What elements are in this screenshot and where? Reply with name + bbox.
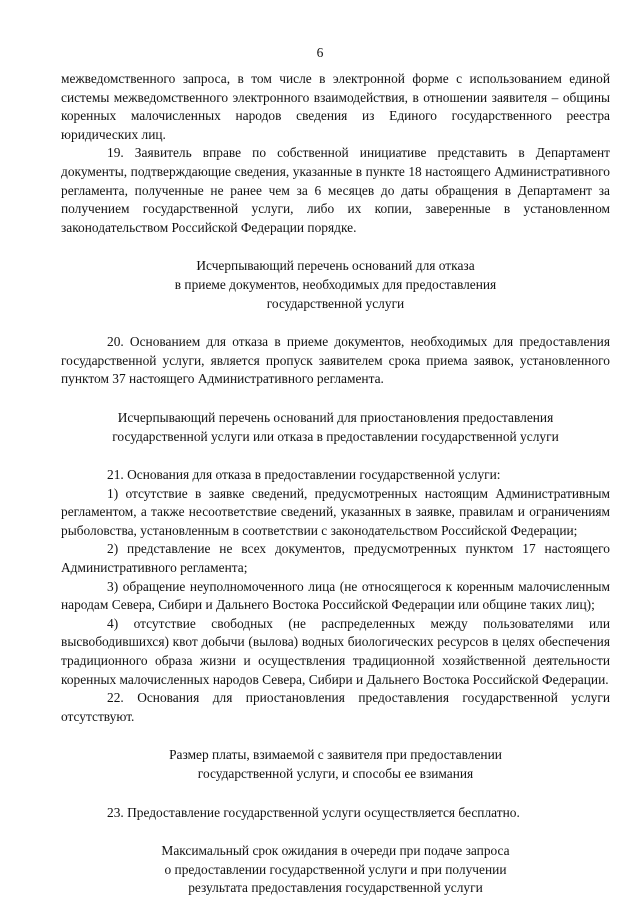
heading-line: Исчерпывающий перечень оснований для приостановления предоставления: [117, 409, 554, 425]
paragraph-22: 22. Основания для приостановления предоставления государственной услуги отсутствуют.: [61, 690, 610, 724]
section-heading-queue-time: [61, 842, 610, 898]
heading-line: Исчерпывающий перечень оснований для отказа: [196, 258, 475, 274]
heading-line: в приеме документов, необходимых для предоставления: [174, 276, 497, 292]
heading-line: государственной услуги, и способы ее взимания: [197, 766, 474, 781]
heading-line: результата предоставления государственной услуги: [188, 880, 483, 896]
paragraph-continuation: межведомственного запроса, в том числе в электронной форме с использованием единой системы межведомственного электронного взаимодействия, в отношении заявителя – общины коренных малочисленных народов сведения из Единого государственного реестра юридических лиц.: [61, 71, 610, 142]
heading-line: Размер платы, взимаемой с заявителя при предоставлении: [169, 747, 502, 763]
paragraph-19: 19. Заявитель вправе по собственной инициативе представить в Департамент документы, подтверждающие сведения, указанные в пункте 18 настоящего Административного регламента, полученные не ранее чем за 6 месяцев до даты обращения в Департамент за получением государственной услуги, либо их копии, заверенные в установленном законодательством Российской Федерации порядке.: [61, 145, 610, 235]
paragraph-21: 21. Основания для отказа в предоставлении государственной услуги:: [107, 467, 501, 483]
section-heading-suspension: [61, 409, 610, 446]
section-heading-refusal-documents: [61, 257, 610, 313]
list-item-4: 4) отсутствие свободных (не распределенных между пользователями или высвободившихся) квот добычи (вылова) водных биологических ресурсов в целях обеспечения традиционного образа жизни и осуществления традиционной хозяйственной деятельности коренных малочисленных народов Севера, Сибири и Дальнего Востока Российской Федерации.: [61, 615, 610, 687]
heading-line: государственной услуги: [266, 295, 405, 311]
page-number: 6: [316, 45, 324, 60]
section-heading-fee: [61, 746, 610, 783]
list-item-1: 1) отсутствие в заявке сведений, предусмотренных настоящим Административным регламентом, а также несоответствие сведений, указанных в заявке, правилам и ограничениям рыболовства, установленным в соответствии с законодательством Российской Федерации;: [61, 485, 610, 538]
heading-line: о предоставлении государственной услуги и при получении: [164, 861, 507, 877]
heading-line: Максимальный срок ожидания в очереди при подаче запроса: [161, 843, 510, 859]
heading-line: государственной услуги или отказа в предоставлении государственной услуги: [112, 428, 559, 444]
paragraph-20: 20. Основанием для отказа в приеме документов, необходимых для предоставления государственной услуги, является пропуск заявителем срока приема заявок, установленного пунктом 37 настоящего Административного регламента.: [61, 334, 610, 387]
paragraph-23: 23. Предоставление государственной услуги осуществляется бесплатно.: [107, 804, 520, 820]
document-body: [61, 70, 610, 898]
list-item-2: 2) представление не всех документов, предусмотренных пунктом 17 настоящего Административного регламента;: [61, 541, 610, 576]
list-item-3: 3) обращение неуполномоченного лица (не относящегося к коренным малочисленным народам Севера, Сибири и Дальнего Востока Российской Федерации или общине таких лиц);: [61, 578, 610, 613]
